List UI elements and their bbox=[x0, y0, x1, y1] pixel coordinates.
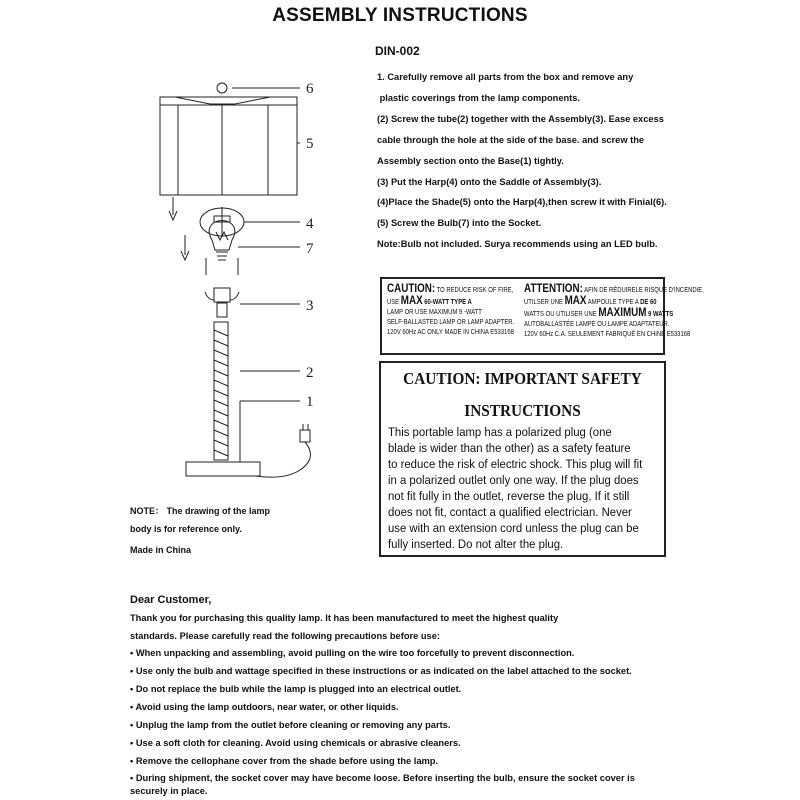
caution-french: ATTENTION: AFIN DE RÉDUIRELE RISQUE D'INCENDIE, UTILSER UNE MAX AMPOULE TYPE A DE 60 WATTS OU UTILISER UNE MAXIMUM 9 WATTS AUTOBALLASTÉE LAMPE OU LAMPE ADAPTATEUR. 120V 60Hz C.A. SEULEMENT FABRIQUÉ EN CHINE E533168 bbox=[524, 281, 704, 338]
step-line: cable through the hole at the side of the base. and screw the bbox=[377, 135, 645, 145]
lamp-exploded-diagram bbox=[150, 70, 380, 490]
page-title: ASSEMBLY INSTRUCTIONS bbox=[272, 5, 528, 26]
safety-title: CAUTION: IMPORTANT SAFETY bbox=[403, 369, 642, 388]
safety-line: use with an extension cord unless the plug can be bbox=[388, 521, 639, 535]
step-line: (2) Screw the tube(2) together with the Assembly(3). Ease excess bbox=[377, 114, 664, 124]
precaution-item: • Unplug the lamp from the outlet before cleaning or removing any parts. bbox=[130, 720, 451, 730]
harp-part bbox=[200, 207, 244, 237]
saddle-assembly-part bbox=[205, 288, 239, 317]
safety-line: in a polarized outlet only one way. If the plug does bbox=[388, 473, 639, 487]
made-in-china: Made in China bbox=[130, 545, 192, 555]
drawing-note: body is for reference only. bbox=[130, 524, 242, 534]
part-number-5: 5 bbox=[306, 136, 314, 152]
safety-subtitle: INSTRUCTIONS bbox=[464, 401, 581, 420]
drawing-note: NOTE： The drawing of the lamp bbox=[130, 506, 271, 516]
step-line: (4)Place the Shade(5) onto the Harp(4),then screw it with Finial(6). bbox=[377, 197, 667, 207]
customer-greeting: Dear Customer, bbox=[130, 594, 212, 606]
step-line: Assembly section onto the Base(1) tightly. bbox=[377, 156, 564, 166]
part-number-6: 6 bbox=[306, 81, 314, 97]
precaution-item: • Avoid using the lamp outdoors, near water, or other liquids. bbox=[130, 702, 399, 712]
step-line: 1. Carefully remove all parts from the box and remove any bbox=[377, 72, 634, 82]
caution-wattage-label bbox=[380, 277, 704, 355]
precaution-item: • When unpacking and assembling, avoid pulling on the wire too forcefully to prevent disconnection. bbox=[130, 648, 575, 658]
safety-line: fully inserted. Do not alter the plug. bbox=[388, 537, 564, 551]
precaution-item: • Use a soft cloth for cleaning. Avoid using chemicals or abrasive cleaners. bbox=[130, 738, 461, 748]
safety-line: not fit fully in the outlet, reverse the plug. If it still bbox=[388, 489, 630, 503]
safety-line: does not fit, contact a qualified electrician. Never bbox=[388, 505, 632, 519]
tube-part bbox=[214, 322, 228, 460]
part-number-2: 2 bbox=[306, 365, 314, 381]
shade-part bbox=[160, 97, 297, 195]
step-line: plastic coverings from the lamp components. bbox=[377, 93, 581, 103]
model-number: DIN-002 bbox=[375, 44, 420, 58]
plug-icon bbox=[300, 430, 310, 442]
step-line: Note:Bulb not included. Surya recommends using an LED bulb. bbox=[377, 239, 658, 249]
caution-english: CAUTION: TO REDUCE RISK OF FIRE, USE MAX 60-WATT TYPE A LAMP OR USE MAXIMUM 9 -WATT SELF-BALLASTED LAMP OR LAMP ADAPTER. 120V 60Hz AC ONLY MADE IN CHINA E533168 bbox=[387, 281, 515, 336]
finial-part bbox=[217, 83, 227, 93]
part-number-7: 7 bbox=[306, 241, 314, 257]
customer-line: Thank you for purchasing this quality lamp. It has been manufactured to meet the highest quality bbox=[130, 613, 559, 623]
precaution-item: • During shipment, the socket cover may have become loose. Before inserting the bulb, ensure the socket cover is bbox=[130, 773, 635, 783]
precaution-item: • Remove the cellophane cover from the shade before using the lamp. bbox=[130, 756, 439, 766]
power-cord bbox=[255, 442, 310, 477]
safety-line: This portable lamp has a polarized plug (one bbox=[388, 425, 612, 439]
part-number-3: 3 bbox=[306, 298, 314, 314]
part-number-4: 4 bbox=[306, 216, 314, 232]
safety-line: to reduce the risk of electric shock. This plug will fit bbox=[388, 457, 643, 471]
precaution-item: • Do not replace the bulb while the lamp is plugged into an electrical outlet. bbox=[130, 684, 462, 694]
step-line: (3) Put the Harp(4) onto the Saddle of Assembly(3). bbox=[377, 177, 602, 187]
step-line: (5) Screw the Bulb(7) into the Socket. bbox=[377, 218, 542, 228]
safety-line: blade is wider than the other) as a safety feature bbox=[388, 441, 631, 455]
part-number-1: 1 bbox=[306, 394, 314, 410]
important-safety-box bbox=[379, 361, 666, 557]
customer-line: standards. Please carefully read the following precautions before use: bbox=[130, 631, 440, 641]
base-part bbox=[186, 462, 260, 476]
precaution-item: • Use only the bulb and wattage specified in these instructions or as indicated on the label attached to the socket. bbox=[130, 666, 632, 676]
precaution-item: securely in place. bbox=[130, 786, 208, 796]
